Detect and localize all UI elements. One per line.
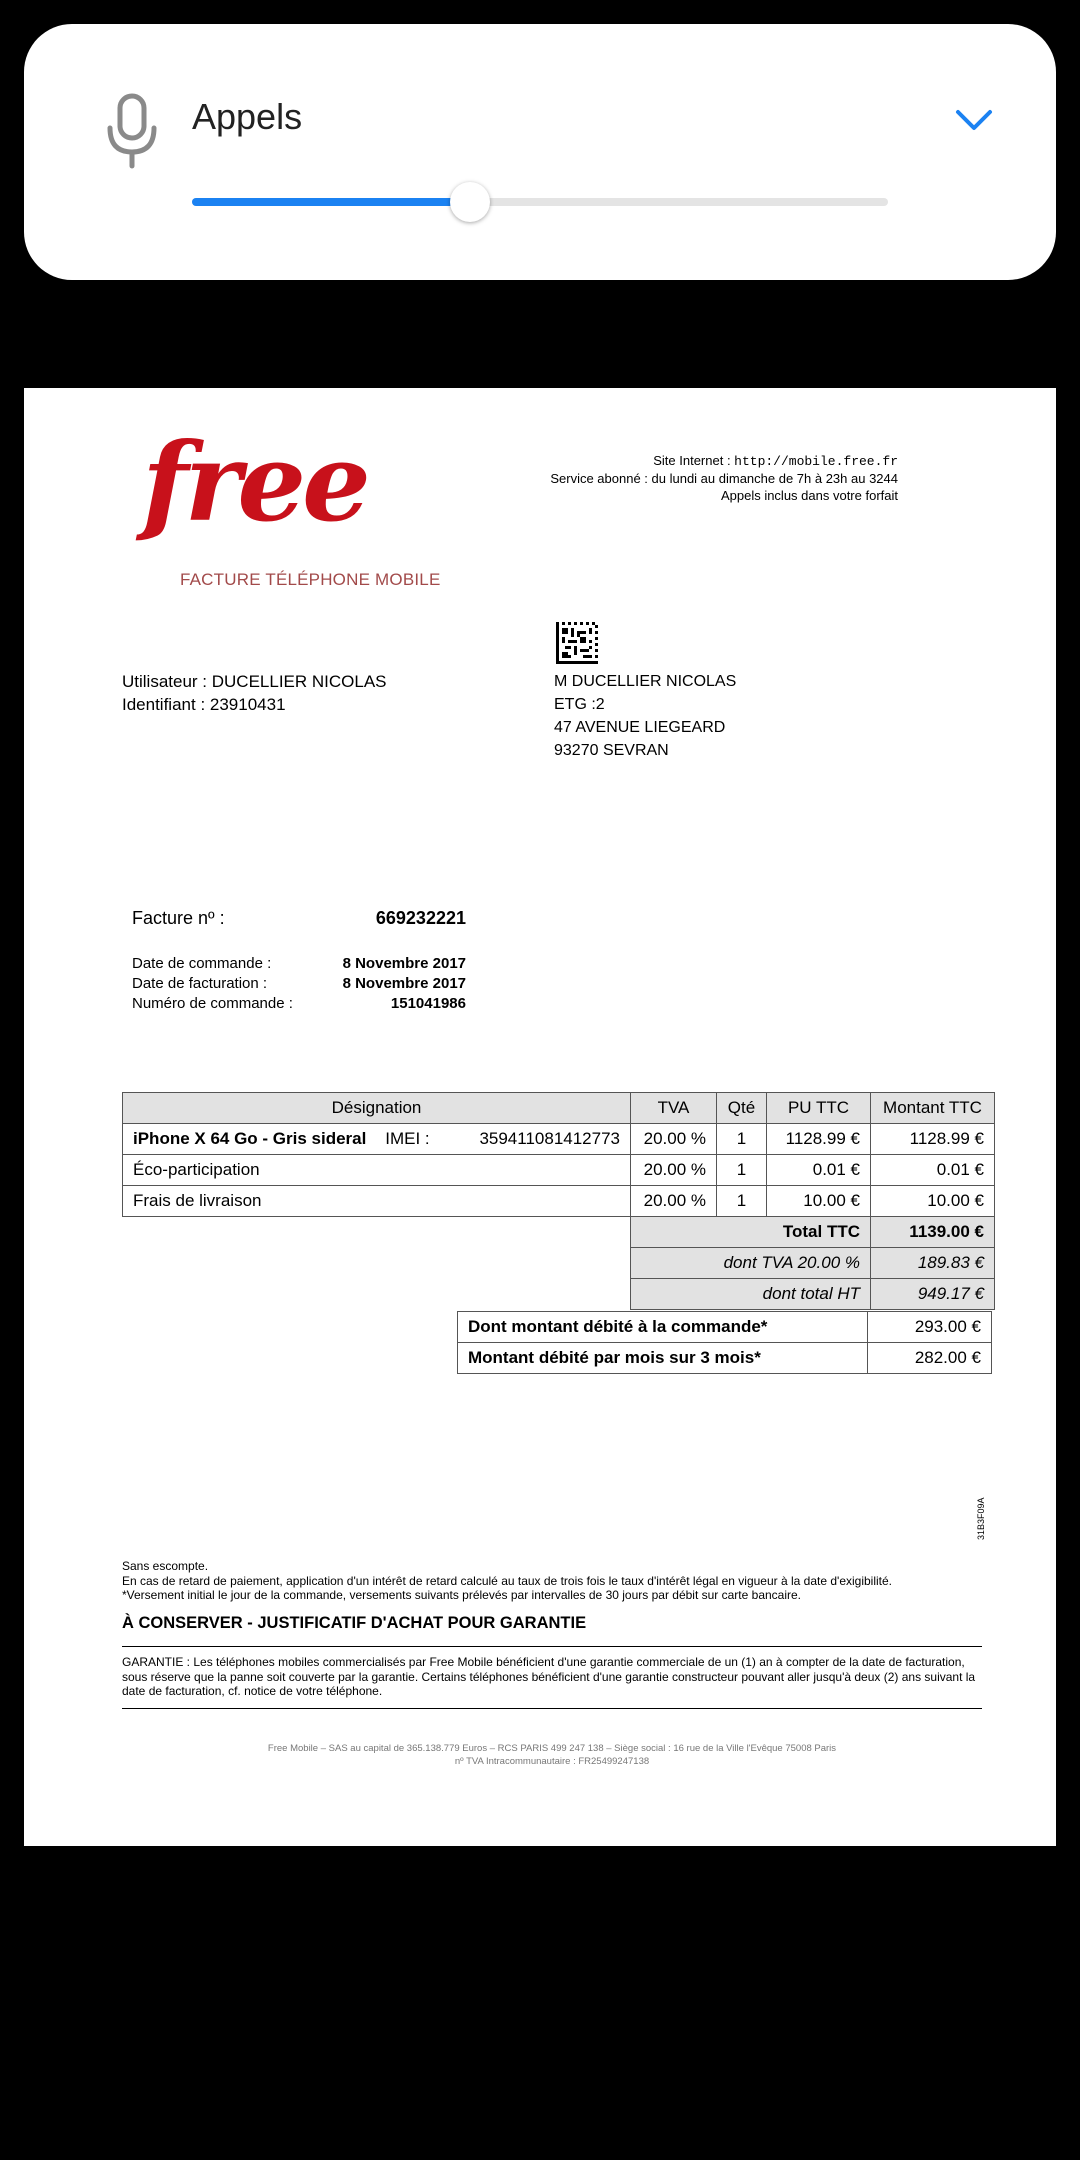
site-url[interactable]: http://mobile.free.fr: [734, 454, 898, 469]
site-info: Site Internet : http://mobile.free.fr Service abonné : du lundi au dimanche de 7h à 23h au 3244 Appels inclus dans votre forfait: [550, 453, 898, 503]
divider: [122, 1646, 982, 1647]
datamatrix-code: [556, 622, 598, 664]
logo-wordmark: free: [142, 420, 367, 546]
invoice-document: [24, 388, 1056, 1846]
microphone-icon: [84, 82, 180, 178]
total-ttc-row: Total TTC 1139.00 €: [123, 1217, 995, 1248]
volume-panel: [24, 24, 1056, 280]
chevron-down-icon[interactable]: [946, 92, 1002, 148]
legal-footer: Free Mobile – SAS au capital de 365.138.779 Euros – RCS PARIS 499 247 138 – Siège social : 16 rue de la Ville l'Evêque 75008 Paris nº TVA Intracommunautaire : FR25499247138: [267, 1743, 837, 1767]
vertical-code: 31B3F09A: [976, 1497, 986, 1540]
volume-stream-title: Appels: [192, 96, 303, 137]
invoice-table: [122, 1092, 995, 1310]
slider-fill: [192, 198, 470, 206]
warranty-text: GARANTIE : Les téléphones mobiles commercialisés par Free Mobile bénéficient d'une garantie commerciale de un (1) an à compter de la date de facturation, sous réserve que la panne soit couverte par la garantie. Certains téléphones bénéficient d'une garantie constructeur pouvant aller jusqu'à deux (2) ans suivant la date de facturation, cf. notice de votre téléphone.: [122, 1655, 976, 1698]
address-block: M DUCELLIER NICOLAS ETG :2 47 AVENUE LIEGEARD 93270 SEVRAN: [554, 673, 737, 759]
slider-thumb[interactable]: [450, 182, 490, 222]
invoice-number: 669232221: [375, 908, 466, 928]
invoice-details: Date de commande : 8 Novembre 2017 Date de facturation : 8 Novembre 2017 Numéro de commande : 151041986: [132, 955, 466, 1012]
user-id: Identifiant : 23910431: [122, 695, 286, 714]
tva-total-row: dont TVA 20.00 % 189.83 €: [123, 1248, 995, 1279]
table-row: Frais de livraison 20.00 % 1 10.00 € 10.00 €: [123, 1186, 995, 1217]
debit-commande-row: Dont montant débité à la commande* 293.00 €: [458, 1312, 992, 1343]
table-header-row: Désignation TVA Qté PU TTC Montant TTC: [123, 1093, 995, 1124]
user-block: [122, 670, 387, 716]
ht-total-row: dont total HT 949.17 €: [123, 1279, 995, 1310]
debit-table: [457, 1311, 992, 1374]
logo-subtitle: FACTURE TÉLÉPHONE MOBILE: [180, 570, 441, 589]
keep-notice: À CONSERVER - JUSTIFICATIF D'ACHAT POUR GARANTIE: [122, 1614, 587, 1632]
footer-notes: Sans escompte. En cas de retard de paiement, application d'un intérêt de retard calculé au taux de trois fois le taux d'intérêt légal en vigueur à la date d'exigibilité. *Versement initial le jour de la commande, versements suivants prélevés par intervalles de 30 jours par débit sur carte bancaire.: [122, 1559, 893, 1602]
user-name: Utilisateur : DUCELLIER NICOLAS: [122, 672, 387, 691]
table-row: iPhone X 64 Go - Gris sideral IMEI : 359411081412773 20.00 % 1 1128.99 € 1128.99 €: [123, 1124, 995, 1155]
table-row: Éco-participation 20.00 % 1 0.01 € 0.01 €: [123, 1155, 995, 1186]
free-logo: [142, 420, 442, 589]
debit-mensuel-row: Montant débité par mois sur 3 mois* 282.00 €: [458, 1343, 992, 1374]
invoice-number-row: Facture nº : 669232221: [132, 908, 466, 928]
divider: [122, 1708, 982, 1709]
volume-slider[interactable]: [192, 174, 888, 230]
